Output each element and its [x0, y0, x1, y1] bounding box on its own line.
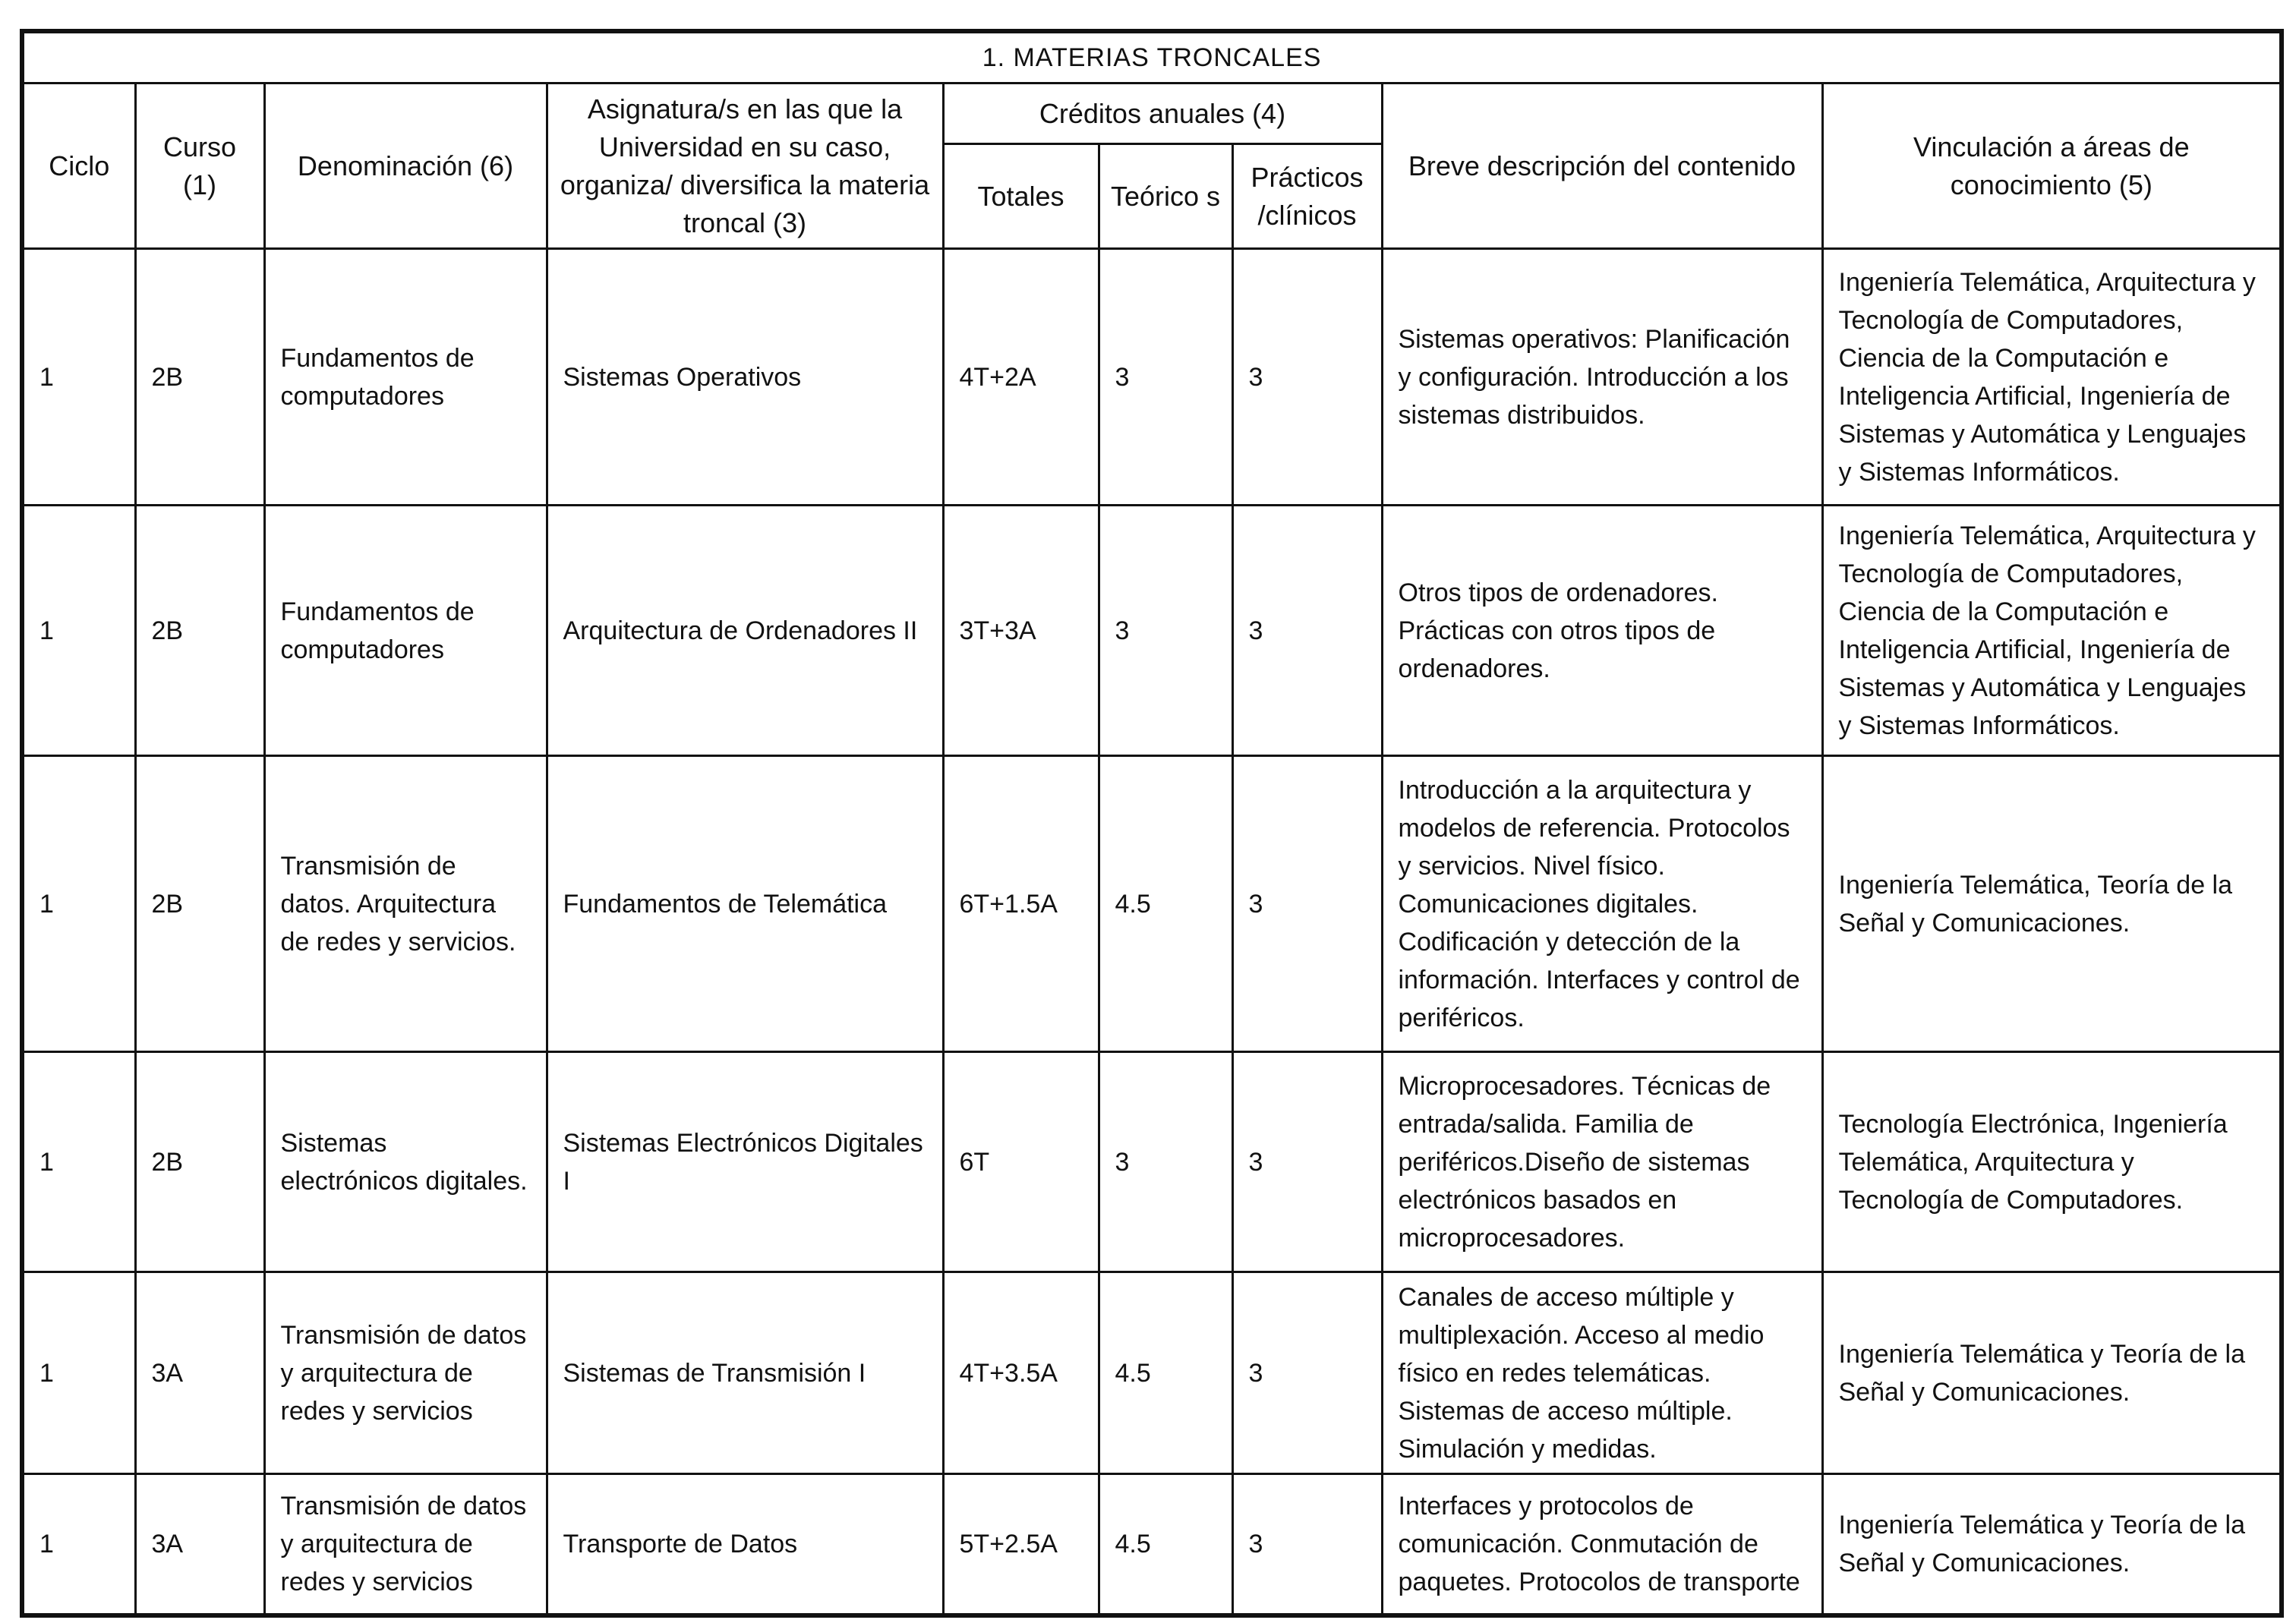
header-ciclo: Ciclo — [22, 84, 135, 249]
cell-teoricos: 4.5 — [1099, 756, 1232, 1052]
header-asignatura: Asignatura/s en las que la Universidad en su caso, organiza/ diversifica la materia troncal (3) — [547, 84, 943, 249]
cell-teoricos: 3 — [1099, 1052, 1232, 1272]
cell-descripcion: Canales de acceso múltiple y multiplexación. Acceso al medio físico en redes telemáticas. Sistemas de acceso múltiple. Simulación y medidas. — [1382, 1272, 1822, 1474]
cell-curso: 3A — [135, 1272, 264, 1474]
cell-descripcion: Sistemas operativos: Planificación y configuración. Introducción a los sistemas distribuidos. — [1382, 249, 1822, 506]
cell-descripcion: Introducción a la arquitectura y modelos de referencia. Protocolos y servicios. Nivel físico. Comunicaciones digitales. Codificación y detección de la información. Interfaces y control de periféricos. — [1382, 756, 1822, 1052]
cell-asignatura: Transporte de Datos — [547, 1474, 943, 1615]
cell-curso: 2B — [135, 249, 264, 506]
cell-vinculacion: Ingeniería Telemática, Arquitectura y Tecnología de Computadores, Ciencia de la Computación e Inteligencia Artificial, Ingeniería de Sistemas y Automática y Lenguajes y Sistemas Informáticos. — [1822, 506, 2282, 756]
cell-denominacion: Transmisión de datos y arquitectura de redes y servicios — [264, 1272, 547, 1474]
cell-teoricos: 4.5 — [1099, 1272, 1232, 1474]
cell-ciclo: 1 — [22, 1474, 135, 1615]
cell-teoricos: 3 — [1099, 249, 1232, 506]
cell-denominacion: Fundamentos de computadores — [264, 506, 547, 756]
cell-totales: 5T+2.5A — [943, 1474, 1099, 1615]
cell-totales: 3T+3A — [943, 506, 1099, 756]
cell-asignatura: Fundamentos de Telemática — [547, 756, 943, 1052]
table-row — [22, 249, 2282, 506]
cell-denominacion: Transmisión de datos. Arquitectura de redes y servicios. — [264, 756, 547, 1052]
cell-ciclo: 1 — [22, 756, 135, 1052]
cell-denominacion: Fundamentos de computadores — [264, 249, 547, 506]
cell-practicos: 3 — [1232, 1474, 1382, 1615]
cell-curso: 3A — [135, 1474, 264, 1615]
cell-practicos: 3 — [1232, 1272, 1382, 1474]
header-descripcion: Breve descripción del contenido — [1382, 84, 1822, 249]
cell-denominacion: Transmisión de datos y arquitectura de redes y servicios — [264, 1474, 547, 1615]
header-totales: Totales — [943, 144, 1099, 249]
cell-asignatura: Sistemas Electrónicos Digitales I — [547, 1052, 943, 1272]
cell-asignatura: Sistemas de Transmisión I — [547, 1272, 943, 1474]
cell-curso: 2B — [135, 1052, 264, 1272]
cell-ciclo: 1 — [22, 249, 135, 506]
cell-vinculacion: Ingeniería Telemática, Teoría de la Señal y Comunicaciones. — [1822, 756, 2282, 1052]
header-curso: Curso (1) — [135, 84, 264, 249]
header-practicos: Prácticos /clínicos — [1232, 144, 1382, 249]
cell-practicos: 3 — [1232, 506, 1382, 756]
cell-totales: 4T+3.5A — [943, 1272, 1099, 1474]
cell-totales: 4T+2A — [943, 249, 1099, 506]
table-title: 1. MATERIAS TRONCALES — [22, 31, 2282, 84]
cell-descripcion: Otros tipos de ordenadores. Prácticas con otros tipos de ordenadores. — [1382, 506, 1822, 756]
cell-vinculacion: Ingeniería Telemática, Arquitectura y Tecnología de Computadores, Ciencia de la Computación e Inteligencia Artificial, Ingeniería de Sistemas y Automática y Lenguajes y Sistemas Informáticos. — [1822, 249, 2282, 506]
cell-teoricos: 4.5 — [1099, 1474, 1232, 1615]
table-row — [22, 1474, 2282, 1615]
cell-ciclo: 1 — [22, 1052, 135, 1272]
header-creditos: Créditos anuales (4) — [943, 84, 1382, 144]
table-row — [22, 1052, 2282, 1272]
cell-teoricos: 3 — [1099, 506, 1232, 756]
table-row — [22, 506, 2282, 756]
cell-descripcion: Microprocesadores. Técnicas de entrada/salida. Familia de periféricos.Diseño de sistemas electrónicos basados en microprocesadores. — [1382, 1052, 1822, 1272]
cell-practicos: 3 — [1232, 1052, 1382, 1272]
cell-asignatura: Sistemas Operativos — [547, 249, 943, 506]
cell-vinculacion: Ingeniería Telemática y Teoría de la Señal y Comunicaciones. — [1822, 1272, 2282, 1474]
materias-troncales-table — [20, 29, 2284, 1618]
cell-vinculacion: Tecnología Electrónica, Ingeniería Telemática, Arquitectura y Tecnología de Computadores. — [1822, 1052, 2282, 1272]
cell-ciclo: 1 — [22, 506, 135, 756]
cell-asignatura: Arquitectura de Ordenadores II — [547, 506, 943, 756]
table-row — [22, 1272, 2282, 1474]
header-teoricos: Teórico s — [1099, 144, 1232, 249]
cell-curso: 2B — [135, 506, 264, 756]
cell-totales: 6T+1.5A — [943, 756, 1099, 1052]
cell-totales: 6T — [943, 1052, 1099, 1272]
header-denominacion: Denominación (6) — [264, 84, 547, 249]
table-row — [22, 756, 2282, 1052]
cell-descripcion: Interfaces y protocolos de comunicación. Conmutación de paquetes. Protocolos de transporte — [1382, 1474, 1822, 1615]
cell-practicos: 3 — [1232, 756, 1382, 1052]
header-vinculacion: Vinculación a áreas de conocimiento (5) — [1822, 84, 2282, 249]
cell-ciclo: 1 — [22, 1272, 135, 1474]
cell-vinculacion: Ingeniería Telemática y Teoría de la Señal y Comunicaciones. — [1822, 1474, 2282, 1615]
cell-curso: 2B — [135, 756, 264, 1052]
cell-practicos: 3 — [1232, 249, 1382, 506]
cell-denominacion: Sistemas electrónicos digitales. — [264, 1052, 547, 1272]
